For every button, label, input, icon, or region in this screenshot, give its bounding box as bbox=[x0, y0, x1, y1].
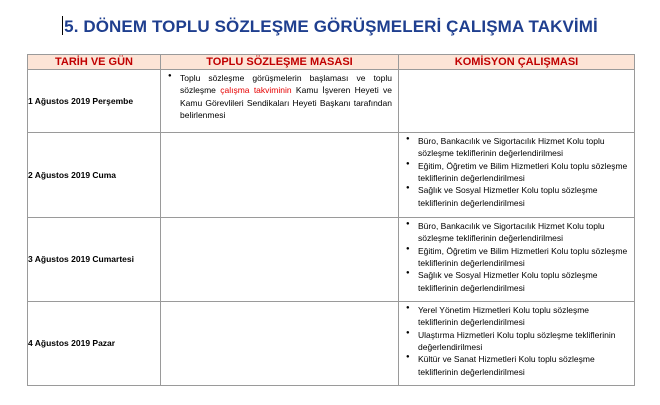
page-title bbox=[0, 16, 660, 37]
header-komisyon: KOMİSYON ÇALIŞMASI bbox=[399, 55, 635, 70]
table-row bbox=[28, 218, 635, 302]
masa-text-before: Toplu sözleşme görüşmelerin başlaması ve toplu sözleşme bbox=[180, 73, 392, 96]
date-cell: 3 Ağustos 2019 Cumartesi bbox=[28, 218, 161, 302]
date-cell: 1 Ağustos 2019 Perşembe bbox=[28, 70, 161, 133]
list-item: ● Eğitim, Öğretim ve Bilim Hizmetleri Kolu toplu sözleşme tekliflerinin değerlendirilmesi bbox=[399, 245, 628, 270]
list-item: ● Yerel Yönetim Hizmetleri Kolu toplu sözleşme tekliflerinin değerlendirilmesi bbox=[399, 304, 628, 329]
table-row bbox=[28, 70, 635, 133]
header-date: TARİH VE GÜN bbox=[28, 55, 161, 70]
masa-text-after: Kamu İşveren Heyeti ve Kamu Görevlileri Sendikaları Heyeti Başkanı tarafından belirlenmesi bbox=[180, 85, 392, 120]
list-item: ● Sağlık ve Sosyal Hizmetler Kolu toplu sözleşme tekliflerinin değerlendirilmesi bbox=[399, 184, 628, 209]
date-cell: 2 Ağustos 2019 Cuma bbox=[28, 133, 161, 218]
komisyon-list bbox=[399, 133, 634, 211]
masa-cell bbox=[161, 70, 399, 133]
page-title-text: 5. DÖNEM TOPLU SÖZLEŞME GÖRÜŞMELERİ ÇALIŞMA TAKVİMİ bbox=[64, 17, 598, 36]
list-item: ● Büro, Bankacılık ve Sigortacılık Hizmet Kolu toplu sözleşme tekliflerinin değerlendirilmesi bbox=[399, 220, 628, 245]
komisyon-list bbox=[399, 302, 634, 380]
table-header-row bbox=[28, 55, 635, 70]
list-item: ● Ulaştırma Hizmetleri Kolu toplu sözleşme tekliflerinin değerlendirilmesi bbox=[399, 329, 628, 354]
schedule-table bbox=[27, 54, 635, 386]
list-item: ● Büro, Bankacılık ve Sigortacılık Hizmet Kolu toplu sözleşme tekliflerinin değerlendirilmesi bbox=[399, 135, 628, 160]
komisyon-cell bbox=[399, 218, 635, 302]
table-row bbox=[28, 133, 635, 218]
list-item: ● Eğitim, Öğretim ve Bilim Hizmetleri Kolu toplu sözleşme tekliflerinin değerlendirilmesi bbox=[399, 160, 628, 185]
komisyon-cell bbox=[399, 302, 635, 386]
table-row bbox=[28, 302, 635, 386]
list-item: ● Sağlık ve Sosyal Hizmetler Kolu toplu sözleşme tekliflerinin değerlendirilmesi bbox=[399, 269, 628, 294]
masa-cell bbox=[161, 133, 399, 218]
komisyon-cell bbox=[399, 70, 635, 133]
masa-list bbox=[161, 70, 398, 123]
list-item: ● Kültür ve Sanat Hizmetleri Kolu toplu sözleşme tekliflerinin değerlendirilmesi bbox=[399, 353, 628, 378]
header-masa: TOPLU SÖZLEŞME MASASI bbox=[161, 55, 399, 70]
date-cell: 4 Ağustos 2019 Pazar bbox=[28, 302, 161, 386]
masa-cell bbox=[161, 302, 399, 386]
text-cursor bbox=[62, 16, 63, 35]
masa-cell bbox=[161, 218, 399, 302]
komisyon-list bbox=[399, 218, 634, 296]
list-item bbox=[161, 72, 392, 121]
masa-highlight: çalışma takviminin bbox=[220, 85, 292, 96]
komisyon-cell bbox=[399, 133, 635, 218]
